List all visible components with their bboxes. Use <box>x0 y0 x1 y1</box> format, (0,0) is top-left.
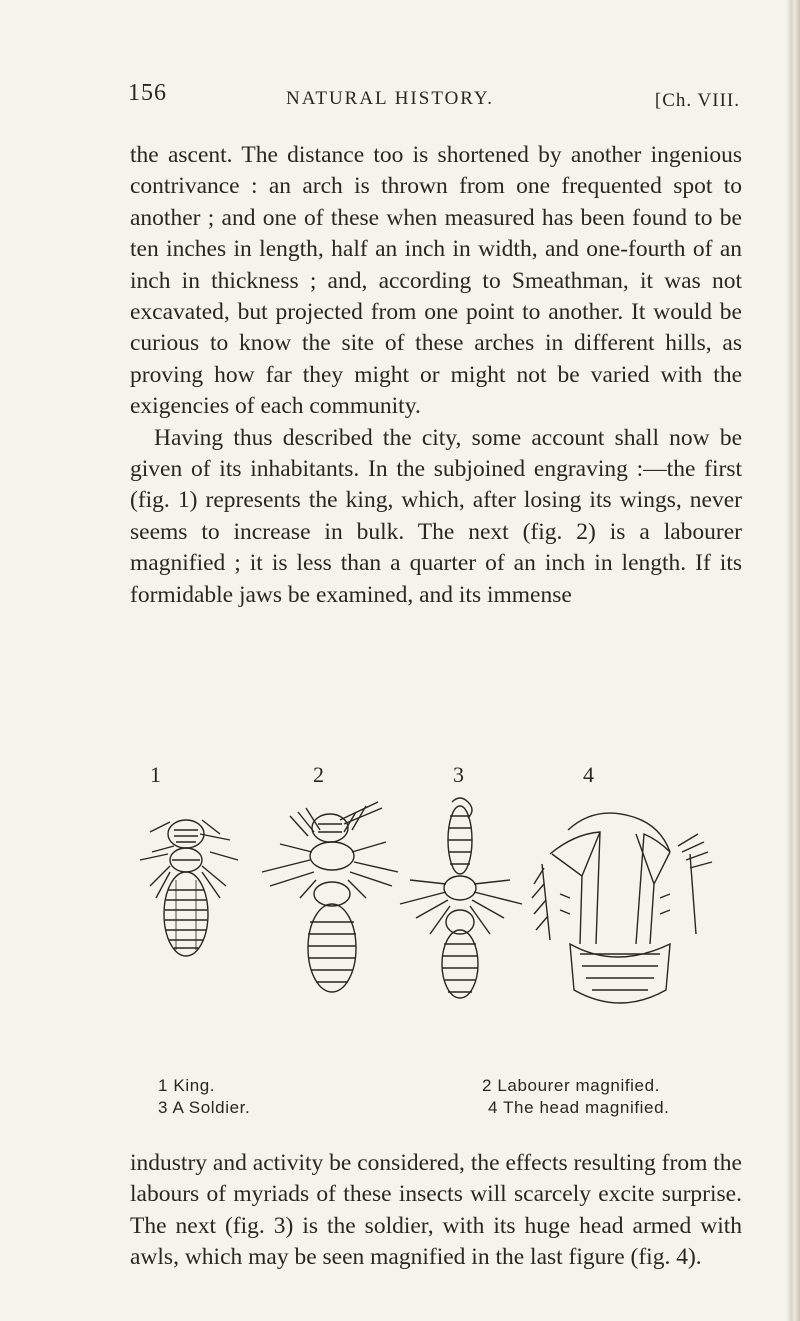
figure-number-3: 3 <box>453 762 464 787</box>
paragraph-inhabitants: Having thus described the city, some account shall now be given of its inhabitants. In the subjoined engraving :—the first (fig. 1) represents the king, which, after losing its wings, never seems to increase in bulk. The next (fig. 2) is a labourer magnified ; it is less than a quarter of an inch in length. If its formidable jaws be examined, and its immense <box>130 424 742 608</box>
termite-engraving <box>130 762 742 1142</box>
figure-number-4: 4 <box>583 762 594 787</box>
caption-labourer: 2 Labourer magnified. <box>482 1076 660 1095</box>
figure-captions <box>130 1076 742 1146</box>
page-number: 156 <box>128 80 167 106</box>
caption-soldier: 3 A Soldier. <box>158 1098 251 1117</box>
chapter-reference: [Ch. VIII. <box>654 90 740 111</box>
king-termite-illustration <box>140 820 238 956</box>
soldier-head-magnified-illustration <box>532 813 712 1003</box>
caption-king: 1 King. <box>158 1076 216 1095</box>
page-header <box>128 80 740 114</box>
page-edge <box>786 0 800 1321</box>
labourer-termite-illustration <box>262 802 398 992</box>
soldier-termite-illustration <box>400 798 522 998</box>
text-block-bottom <box>130 1148 742 1274</box>
text-block-top <box>130 140 742 611</box>
running-title: NATURAL HISTORY. <box>286 88 494 109</box>
paragraph-after-figure: industry and activity be considered, the effects resulting from the labours of myriads of these insects will scarcely excite surprise. The next (fig. 3) is the soldier, with its huge head armed with awls, which may be seen magnified in the last figure (fig. 4). <box>130 1150 742 1271</box>
figure-numbers <box>130 762 742 792</box>
engraving-art <box>130 794 742 1062</box>
caption-head: 4 The head magnified. <box>488 1098 670 1117</box>
figure-number-2: 2 <box>313 762 324 787</box>
figure-number-1: 1 <box>150 762 161 787</box>
paragraph-continuation: the ascent. The distance too is shortened by another ingenious contrivance : an arch is thrown from one frequented spot to another ; and one of these when measured has been found to be ten inches in length, half an inch in width, and one-fourth of an inch in thickness ; and, according to Smeathman, it was not excavated, but projected from one point to another. It would be curious to know the site of these arches in different hills, as proving how far they might or might not be varied with the exigencies of each community. <box>130 142 742 420</box>
